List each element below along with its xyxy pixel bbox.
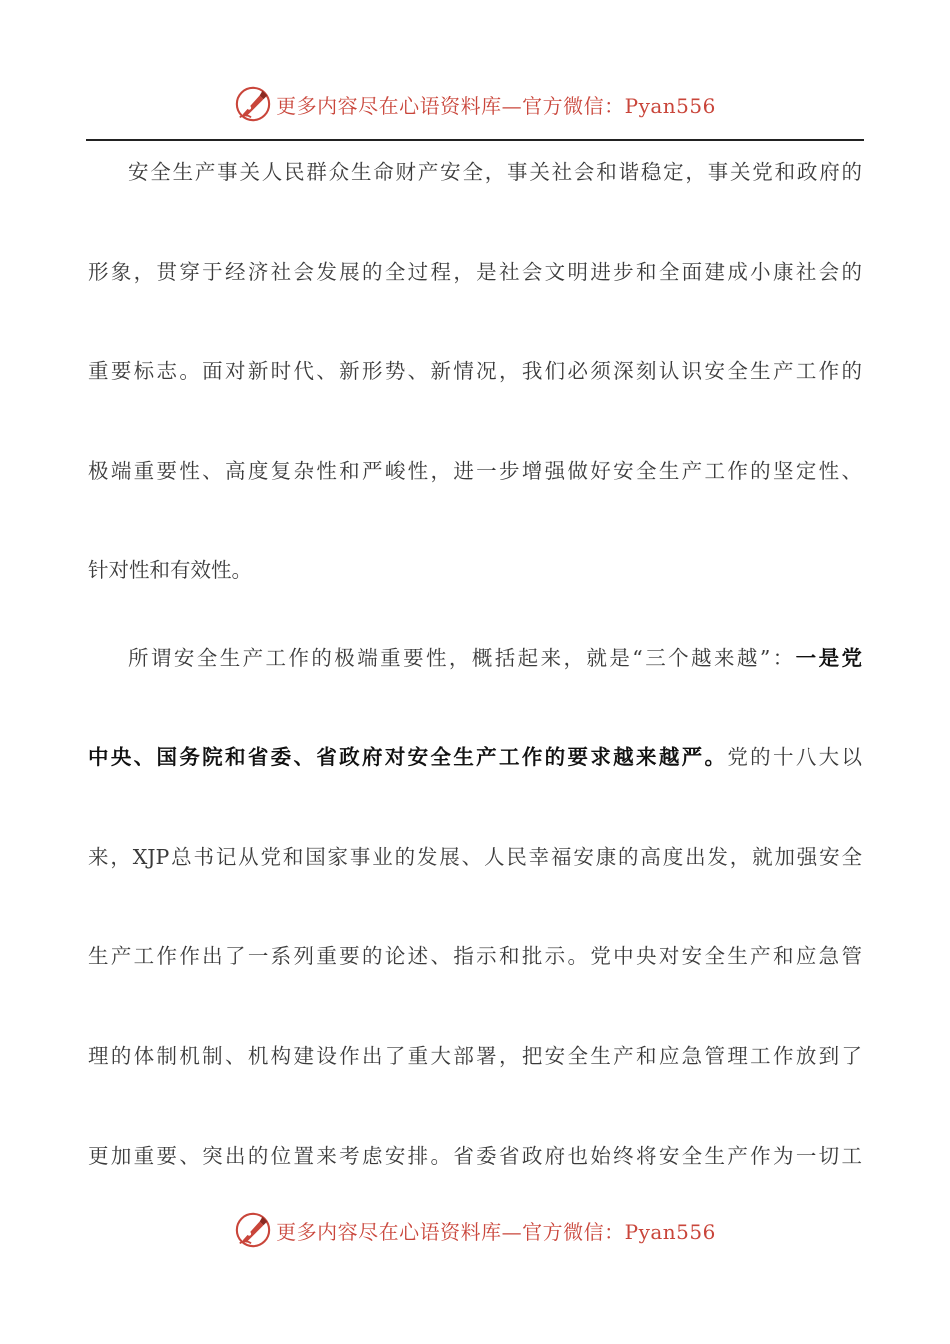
header-rule bbox=[86, 139, 864, 141]
body-line: 来，XJP总书记从党和国家事业的发展、人民幸福安康的高度出发，就加强安全 bbox=[88, 845, 862, 869]
body-line: 安全生产事关人民群众生命财产安全，事关社会和谐稳定，事关党和政府的 bbox=[128, 160, 862, 184]
body-line: 生产工作作出了一系列重要的论述、指示和批示。党中央对安全生产和应急管 bbox=[88, 944, 862, 968]
body-line: 极端重要性、高度复杂性和严峻性，进一步增强做好安全生产工作的坚定性、 bbox=[88, 459, 862, 483]
pen-nib-logo-icon bbox=[234, 1211, 272, 1249]
body-text: 党的十八大以 bbox=[727, 745, 863, 769]
body-line-mixed bbox=[88, 742, 862, 772]
footer-banner-text: 更多内容尽在心语资料库—官方微信：Pyan556 bbox=[276, 1219, 716, 1244]
body-line-mixed bbox=[88, 643, 862, 673]
header-banner bbox=[0, 82, 950, 126]
header-banner-text: 更多内容尽在心语资料库—官方微信：Pyan556 bbox=[276, 93, 716, 118]
body-line: 针对性和有效性。 bbox=[88, 558, 252, 582]
body-line: 重要标志。面对新时代、新形势、新情况，我们必须深刻认识安全生产工作的 bbox=[88, 359, 862, 383]
pen-nib-logo-icon bbox=[234, 85, 272, 123]
body-line: 更加重要、突出的位置来考虑安排。省委省政府也始终将安全生产作为一切工 bbox=[88, 1144, 862, 1168]
body-line: 形象，贯穿于经济社会发展的全过程，是社会文明进步和全面建成小康社会的 bbox=[88, 260, 862, 284]
footer-banner bbox=[0, 1208, 950, 1252]
body-text: 所谓安全生产工作的极端重要性，概括起来，就是“三个越来越”： bbox=[128, 646, 796, 670]
body-line: 理的体制机制、机构建设作出了重大部署，把安全生产和应急管理工作放到了 bbox=[88, 1044, 862, 1068]
body-bold-text: 一是党 bbox=[795, 646, 863, 670]
body-bold-text: 中央、国务院和省委、省政府对安全生产工作的要求越来越严。 bbox=[88, 745, 728, 769]
